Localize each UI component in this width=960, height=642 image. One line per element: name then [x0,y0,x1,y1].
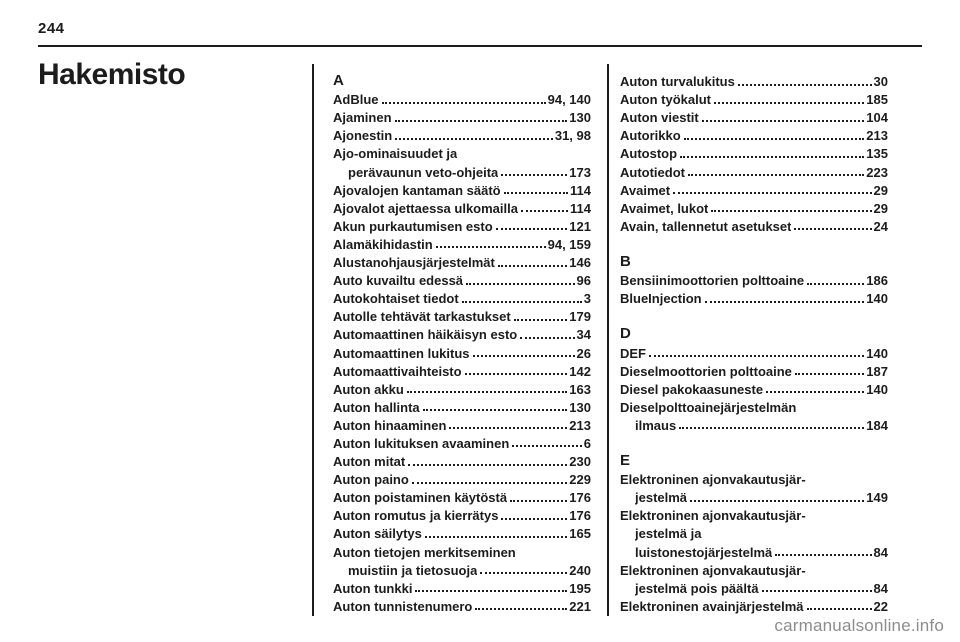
entry-page-number: 142 [569,363,591,379]
dot-leader [679,427,864,429]
index-entry [333,451,591,469]
dot-leader [673,192,871,194]
entry-page-number: 229 [569,472,591,488]
entry-text: DEF [620,345,646,361]
dot-leader [520,337,574,339]
dot-leader [466,283,574,285]
index-entry-continuation [620,541,888,559]
page-title: Hakemisto [38,58,186,91]
index-entry [333,125,591,143]
entry-page-number: 104 [866,110,888,126]
index-entry [620,71,888,89]
index-entry [333,198,591,216]
dot-leader [514,319,568,321]
dot-leader [684,138,865,140]
entry-text: Autolle tehtävät tarkastukset [333,309,511,325]
entry-page-number: 6 [583,435,591,451]
entry-page-number: 130 [569,399,591,415]
index-entry [620,216,888,234]
entry-text: Auton paino [333,472,409,488]
entry-text: Auton viestit [620,110,699,126]
index-entry [333,89,591,107]
index-entry-continuation [620,415,888,433]
entry-text: luistonestojärjestelmä [635,544,773,560]
dot-leader [795,373,864,375]
entry-text: Elektroninen ajonvakautusjär- [620,508,806,524]
index-entry [333,541,591,559]
entry-page-number: 240 [569,562,591,578]
dot-leader [382,102,546,104]
entry-page-number: 176 [569,508,591,524]
index-entry [620,361,888,379]
index-entry [620,379,888,397]
dot-leader [775,554,871,556]
dot-leader [711,210,871,212]
entry-page-number: 223 [866,164,888,180]
entry-text: Autostop [620,146,678,162]
dot-leader [807,283,864,285]
entry-text: muistiin ja tietosuoja [348,562,478,578]
index-entry-continuation [333,161,591,179]
entry-page-number: 26 [576,345,591,361]
dot-leader [649,355,864,357]
index-entry-continuation [620,487,888,505]
entry-text: Auton hinaaminen [333,417,447,433]
entry-page-number: 30 [873,74,888,90]
index-entry [333,288,591,306]
entry-text: Bensiinimoottorien polttoaine [620,273,805,289]
entry-text: AdBlue [333,92,379,108]
dot-leader [690,500,864,502]
entry-text: jestelmä ja [635,526,702,542]
index-entry [620,161,888,179]
index-column-2 [620,71,888,614]
entry-text: perävaunun veto-ohjeita [348,164,499,180]
index-entry [333,270,591,288]
entry-page-number: 34 [576,327,591,343]
dot-leader [449,427,567,429]
index-entry [620,270,888,288]
dot-leader [807,608,872,610]
dot-leader [462,301,582,303]
index-entry [333,415,591,433]
entry-page-number: 140 [866,291,888,307]
entry-text: Alustanohjausjärjestelmät [333,255,495,271]
entry-page-number: 121 [569,218,591,234]
section-letter-header: E [620,452,631,470]
watermark: carmanualsonline.info [774,616,944,635]
entry-page-number: 146 [569,255,591,271]
dot-leader [794,228,871,230]
entry-page-number: 140 [866,345,888,361]
dot-leader [415,590,567,592]
entry-text: Autorikko [620,128,681,144]
index-entry-continuation [620,578,888,596]
entry-text: Auton romutus ja kierrätys [333,508,499,524]
dot-leader [436,246,546,248]
entry-text: Auton tietojen merkitseminen [333,544,516,560]
index-entry [620,560,888,578]
entry-page-number: 165 [569,526,591,542]
dot-leader [498,265,567,267]
dot-leader [714,102,864,104]
entry-text: jestelmä [635,490,688,506]
entry-page-number: 22 [873,598,888,614]
index-entry [333,252,591,270]
entry-page-number: 24 [873,218,888,234]
index-entry [620,288,888,306]
dot-leader [504,192,568,194]
index-entry-continuation [333,560,591,578]
index-entry [333,216,591,234]
dot-leader [412,482,567,484]
entry-page-number: 31, 98 [554,128,591,144]
index-column-1 [333,71,591,614]
entry-page-number: 114 [570,182,591,198]
entry-text: Ajonestin [333,128,393,144]
entry-text: Automaattinen häikäisyn esto [333,327,518,343]
dot-leader [512,445,582,447]
entry-text: Ajovalojen kantaman säätö [333,182,501,198]
entry-page-number: 184 [866,417,888,433]
entry-page-number: 94, 140 [547,92,591,108]
entry-text: jestelmä pois päältä [635,580,759,596]
entry-page-number: 84 [873,580,888,596]
index-entry [333,379,591,397]
index-entry [620,469,888,487]
entry-text: Auton tunnistenumero [333,598,473,614]
entry-page-number: 135 [866,146,888,162]
index-entry [333,143,591,161]
index-entry [333,523,591,541]
entry-text: Auton turvalukitus [620,74,735,90]
index-entry [620,198,888,216]
entry-text: Ajo-ominaisuudet ja [333,146,458,162]
entry-text: Akun purkautumisen esto [333,218,493,234]
dot-leader [425,536,567,538]
entry-text: Auto kuvailtu edessä [333,273,464,289]
index-entry [620,397,888,415]
dot-leader [395,120,568,122]
entry-page-number: 176 [569,490,591,506]
entry-page-number: 29 [873,200,888,216]
dot-leader [510,500,567,502]
index-gap [620,433,888,451]
dot-leader [762,590,872,592]
index-entry [333,361,591,379]
entry-page-number: 84 [873,544,888,560]
index-entry [333,596,591,614]
index-entry [333,234,591,252]
entry-page-number: 187 [866,363,888,379]
index-entry [333,180,591,198]
entry-text: Auton hallinta [333,399,420,415]
entry-page-number: 140 [866,381,888,397]
index-entry [620,342,888,360]
entry-text: Dieselmoottorien polttoaine [620,363,792,379]
dot-leader [408,464,567,466]
dot-leader [480,572,567,574]
dot-leader [473,355,575,357]
index-entry [620,143,888,161]
index-entry [333,487,591,505]
section-letter-header: D [620,325,631,343]
entry-page-number: 3 [583,291,591,307]
entry-text: Auton poistaminen käytöstä [333,490,508,506]
entry-page-number: 186 [866,273,888,289]
entry-page-number: 114 [570,200,591,216]
entry-text: Elektroninen avainjärjestelmä [620,598,804,614]
entry-page-number: 96 [576,273,591,289]
section-letter-header: A [333,72,344,90]
dot-leader [501,518,567,520]
index-entry [333,578,591,596]
entry-text: Auton säilytys [333,526,422,542]
index-gap [620,234,888,252]
dot-leader [738,84,872,86]
dot-leader [680,156,864,158]
index-entry [333,306,591,324]
entry-page-number: 163 [569,381,591,397]
entry-text: Auton akku [333,381,404,397]
entry-text: Elektroninen ajonvakautusjär- [620,562,806,578]
entry-page-number: 213 [866,128,888,144]
dot-leader [395,138,553,140]
entry-text: Autotiedot [620,164,685,180]
dot-leader [766,391,864,393]
index-entry [620,107,888,125]
index-entry [620,180,888,198]
dot-leader [705,301,865,303]
entry-text: Elektroninen ajonvakautusjär- [620,472,806,488]
entry-page-number: 149 [866,490,888,506]
index-entry [333,324,591,342]
entry-page-number: 185 [866,92,888,108]
entry-text: Auton mitat [333,454,406,470]
dot-leader [475,608,567,610]
index-entry [333,107,591,125]
dot-leader [407,391,568,393]
entry-page-number: 230 [569,454,591,470]
dot-leader [702,120,865,122]
entry-page-number: 179 [569,309,591,325]
entry-text: Automaattinen lukitus [333,345,470,361]
index-entry [333,397,591,415]
entry-page-number: 173 [569,164,591,180]
entry-text: ilmaus [635,417,677,433]
dot-leader [521,210,568,212]
dot-leader [688,174,864,176]
index-entry [620,125,888,143]
dot-leader [465,373,568,375]
index-entry-continuation [620,523,888,541]
column-divider-right [607,64,609,616]
entry-text: Ajovalot ajettaessa ulkomailla [333,200,518,216]
entry-page-number: 94, 159 [547,236,591,252]
entry-text: Avaimet [620,182,671,198]
entry-text: Dieselpolttoainejärjestelmän [620,399,797,415]
section-letter-header: B [620,253,631,271]
page-number: 244 [38,20,65,37]
top-rule-divider [38,45,922,47]
entry-text: Avaimet, lukot [620,200,709,216]
entry-page-number: 130 [569,110,591,126]
index-entry [620,505,888,523]
entry-text: Auton lukituksen avaaminen [333,435,510,451]
entry-page-number: 195 [569,580,591,596]
column-divider-left [312,64,314,616]
entry-page-number: 221 [569,598,591,614]
entry-page-number: 213 [569,417,591,433]
entry-text: Auton työkalut [620,92,711,108]
entry-text: Avain, tallennetut asetukset [620,218,792,234]
index-entry [620,89,888,107]
index-entry [333,342,591,360]
index-entry [620,596,888,614]
entry-text: Autokohtaiset tiedot [333,291,459,307]
dot-leader [501,174,567,176]
entry-text: Diesel pakokaasuneste [620,381,764,397]
index-entry [333,433,591,451]
entry-text: Automaattivaihteisto [333,363,462,379]
index-entry [333,505,591,523]
dot-leader [496,228,568,230]
index-entry [333,469,591,487]
entry-text: Auton tunkki [333,580,413,596]
entry-text: Ajaminen [333,110,392,126]
index-gap [620,306,888,324]
entry-page-number: 29 [873,182,888,198]
entry-text: BlueInjection [620,291,702,307]
entry-text: Alamäkihidastin [333,236,433,252]
dot-leader [423,409,568,411]
